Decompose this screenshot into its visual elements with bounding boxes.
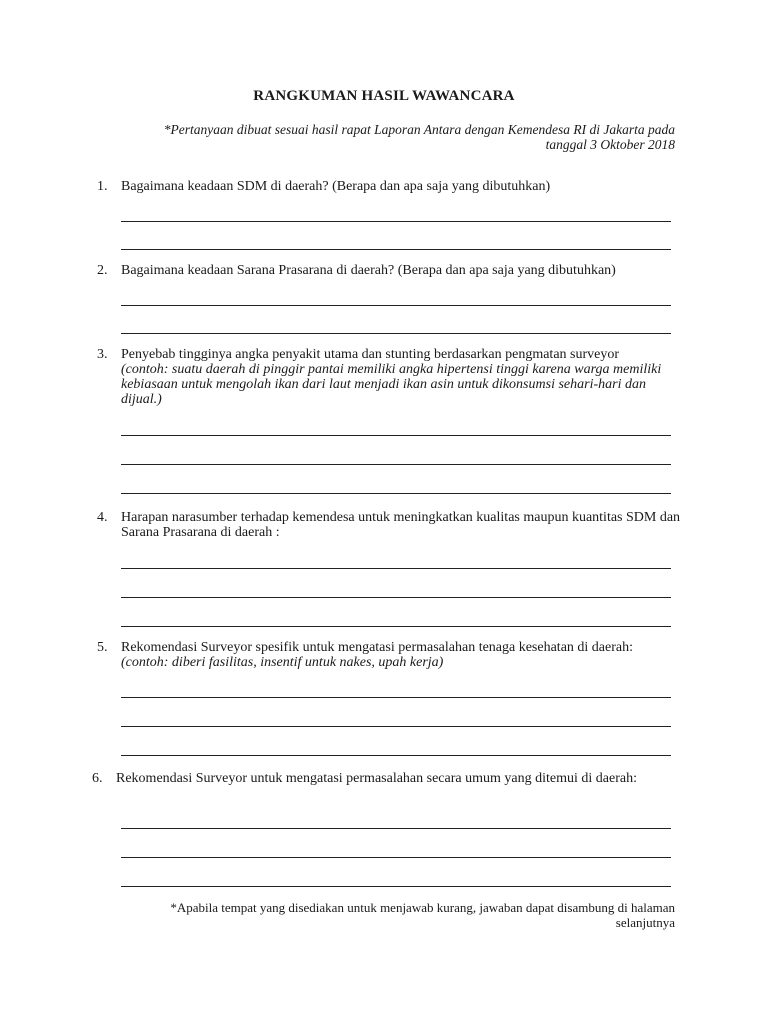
question-6-number: 6. (92, 771, 103, 786)
answer-line[interactable] (121, 221, 671, 222)
page-title: RANGKUMAN HASIL WAWANCARA (253, 88, 515, 104)
answer-line[interactable] (121, 857, 671, 858)
answer-line[interactable] (121, 305, 671, 306)
question-3-text (121, 347, 681, 407)
answer-line[interactable] (121, 755, 671, 756)
question-2-text: Bagaimana keadaan Sarana Prasarana di daerah? (Berapa dan apa saja yang dibutuhkan) (121, 263, 616, 278)
answer-line[interactable] (121, 697, 671, 698)
answer-line[interactable] (121, 568, 671, 569)
footer-line-2: selanjutnya (615, 915, 675, 930)
question-2-number: 2. (97, 263, 108, 278)
question-3-example: (contoh: suatu daerah di pinggir pantai memiliki angka hipertensi tinggi karena warga memiliki kebiasaan untuk mengolah ikan dari laut menjadi ikan asin untuk dikonsumsi sehari-hari dan dijual.) (121, 362, 662, 407)
question-5-number: 5. (97, 640, 108, 655)
note-line-2: tanggal 3 Oktober 2018 (545, 137, 675, 152)
answer-line[interactable] (121, 435, 671, 436)
footer-line-1: *Apabila tempat yang disediakan untuk menjawab kurang, jawaban dapat disambung di halaman (170, 900, 675, 915)
answer-line[interactable] (121, 333, 671, 334)
answer-line[interactable] (121, 828, 671, 829)
footer-note (110, 900, 675, 930)
answer-line[interactable] (121, 626, 671, 627)
answer-line[interactable] (121, 886, 671, 887)
question-3-number: 3. (97, 347, 108, 362)
answer-line[interactable] (121, 493, 671, 494)
question-4-text: Harapan narasumber terhadap kemendesa untuk meningkatkan kualitas maupun kuantitas SDM dan Sarana Prasarana di daerah : (121, 510, 681, 540)
answer-line[interactable] (121, 597, 671, 598)
question-5-text (121, 640, 651, 670)
answer-line[interactable] (121, 464, 671, 465)
answer-line[interactable] (121, 726, 671, 727)
question-6-text: Rekomendasi Surveyor untuk mengatasi permasalahan secara umum yang ditemui di daerah: (116, 771, 637, 786)
note (120, 122, 675, 152)
answer-line[interactable] (121, 249, 671, 250)
question-5-main: Rekomendasi Surveyor spesifik untuk mengatasi permasalahan tenaga kesehatan di daerah: (121, 640, 633, 655)
note-line-1: *Pertanyaan dibuat sesuai hasil rapat Laporan Antara dengan Kemendesa RI di Jakarta pada (163, 122, 675, 137)
question-1-number: 1. (97, 179, 108, 194)
question-3-main: Penyebab tingginya angka penyakit utama dan stunting berdasarkan pengmatan surveyor (121, 347, 620, 362)
question-5-example: (contoh: diberi fasilitas, insentif untuk nakes, upah kerja) (121, 655, 444, 670)
question-1-text: Bagaimana keadaan SDM di daerah? (Berapa dan apa saja yang dibutuhkan) (121, 179, 551, 194)
question-4-number: 4. (97, 510, 108, 525)
